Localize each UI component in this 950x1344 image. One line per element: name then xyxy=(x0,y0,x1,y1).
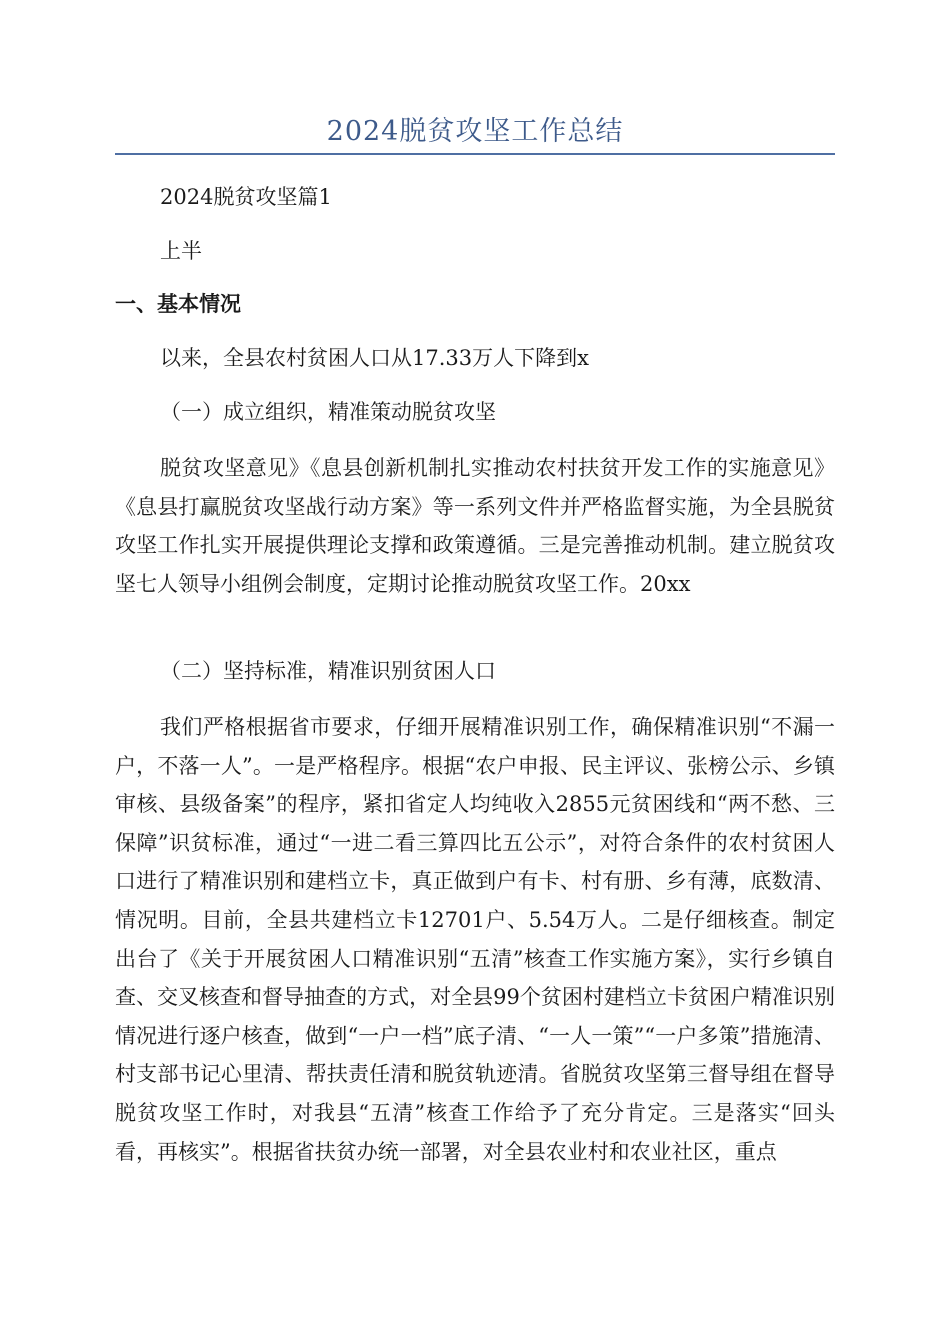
document-subtitle: 2024脱贫攻坚篇1 xyxy=(160,185,332,209)
sub-heading-2: （二）坚持标准，精准识别贫困人口 xyxy=(160,659,496,683)
intro-line: 以来，全县农村贫困人口从17.33万人下降到x xyxy=(160,346,589,370)
title-underline xyxy=(115,153,835,155)
sub-heading-1: （一）成立组织，精准策动脱贫攻坚 xyxy=(160,400,496,424)
paragraph-1: 脱贫攻坚意见》《息县创新机制扎实推动农村扶贫开发工作的实施意见》《息县打赢脱贫攻坚战行动方案》等一系列文件并严格监督实施，为全县脱贫攻坚工作扎实开展提供理论支撑和政策遵循。三是完善推动机制。建立脱贫攻坚七人领导小组例会制度，定期讨论推动脱贫攻坚工作。20xx xyxy=(115,456,835,596)
document-title: 2024脱贫攻坚工作总结 xyxy=(326,116,624,147)
section-heading-basic-situation: 一、基本情况 xyxy=(115,291,241,316)
period-label: 上半 xyxy=(160,239,202,263)
paragraph-2: 我们严格根据省市要求，仔细开展精准识别工作，确保精准识别“不漏一户，不落一人”。一是严格程序。根据“农户申报、民主评议、张榜公示、乡镇审核、县级备案”的程序，紧扣省定人均纯收入2855元贫困线和“两不愁、三保障”识贫标准，通过“一进二看三算四比五公示”，对符合条件的农村贫困人口进行了精准识别和建档立卡，真正做到户有卡、村有册、乡有薄，底数清、情况明。目前，全县共建档立卡12701户、5.54万人。二是仔细核查。制定出台了《关于开展贫困人口精准识别“五清”核查工作实施方案》，实行乡镇自查、交叉核查和督导抽查的方式，对全县99个贫困村建档立卡贫困户精准识别情况进行逐户核查，做到“一户一档”底子清、“一人一策”“一户多策”措施清、村支部书记心里清、帮扶责任清和脱贫轨迹清。省脱贫攻坚第三督导组在督导脱贫攻坚工作时，对我县“五清”核查工作给予了充分肯定。三是落实“回头看，再核实”。根据省扶贫办统一部署，对全县农业村和农业社区，重点 xyxy=(115,715,835,1164)
